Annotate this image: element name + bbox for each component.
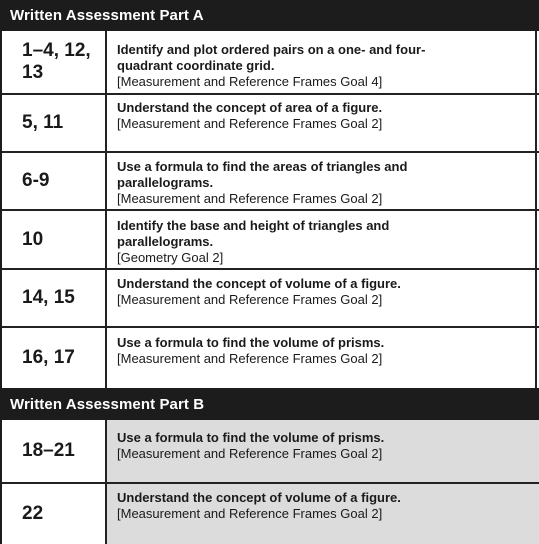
goal-title: Understand the concept of area of a figure. [117, 100, 383, 115]
goal-reference: [Geometry Goal 2] [117, 250, 224, 265]
goal-cell [107, 328, 539, 388]
goal-title: Use a formula to find the areas of triangles and parallelograms. [117, 159, 408, 190]
goal-cell [107, 31, 539, 93]
table-row [2, 95, 539, 153]
table-row [2, 270, 539, 328]
goal-title: Use a formula to find the volume of prisms. [117, 335, 385, 350]
part-b-header-label: Written Assessment Part B [10, 395, 205, 413]
problem-numbers: 18–21 [2, 420, 107, 482]
table-row [2, 31, 539, 95]
goal-cell [107, 270, 539, 326]
part-b-header [2, 388, 539, 420]
goal-cell [107, 153, 539, 209]
goal-reference: [Measurement and Reference Frames Goal 2] [117, 506, 383, 521]
problem-numbers: 22 [2, 484, 107, 544]
goal-cell [107, 211, 539, 268]
goal-cell [107, 420, 539, 482]
problem-numbers: 5, 11 [2, 95, 107, 151]
part-a-header-label: Written Assessment Part A [10, 7, 204, 24]
goal-cell [107, 484, 539, 544]
goal-reference: [Measurement and Reference Frames Goal 2] [117, 191, 383, 206]
goal-reference: [Measurement and Reference Frames Goal 2] [117, 116, 383, 131]
table-row [2, 328, 539, 388]
problem-numbers: 14, 15 [2, 270, 107, 326]
table-row [2, 420, 539, 484]
goal-reference: [Measurement and Reference Frames Goal 2] [117, 351, 383, 366]
table-row [2, 484, 539, 544]
goal-cell [107, 95, 539, 151]
goal-reference: [Measurement and Reference Frames Goal 2] [117, 292, 383, 307]
part-a-header [2, 0, 539, 31]
goal-title: Identify and plot ordered pairs on a one- and four-quadrant coordinate grid. [117, 42, 426, 73]
goal-title: Identify the base and height of triangles and parallelograms. [117, 218, 390, 249]
table-row [2, 153, 539, 211]
table-row [2, 211, 539, 270]
problem-numbers: 16, 17 [2, 328, 107, 388]
goal-title: Understand the concept of volume of a figure. [117, 276, 401, 291]
problem-numbers: 1–4, 12, 13 [2, 31, 107, 93]
problem-numbers: 6-9 [2, 153, 107, 209]
goal-reference: [Measurement and Reference Frames Goal 4] [117, 74, 383, 89]
goal-title: Understand the concept of volume of a figure. [117, 490, 401, 505]
goal-reference: [Measurement and Reference Frames Goal 2] [117, 446, 383, 461]
goal-title: Use a formula to find the volume of prisms. [117, 430, 385, 445]
problem-numbers: 10 [2, 211, 107, 268]
